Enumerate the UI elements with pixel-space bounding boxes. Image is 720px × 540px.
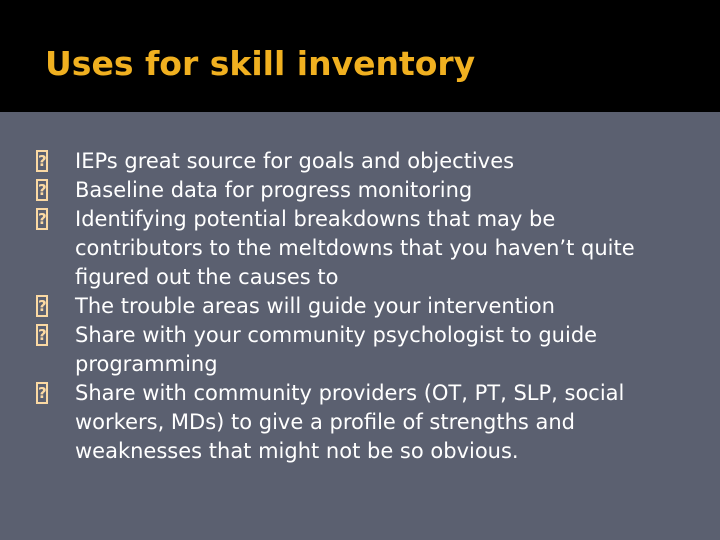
- missing-glyph-box-icon: ?: [38, 297, 47, 315]
- bullet-item: [0, 205, 675, 292]
- bullet-text: Baseline data for progress monitoring: [75, 178, 473, 202]
- bullet-list: [0, 147, 675, 466]
- bullet-item: [0, 379, 675, 466]
- bullet-item: [0, 147, 675, 176]
- missing-glyph-box-icon: ?: [38, 326, 47, 344]
- slide-title: Uses for skill inventory: [45, 44, 476, 83]
- bullet-text: Identifying potential breakdowns that may be contributors to the meltdowns that you haven’t quite figured out the causes to: [75, 207, 635, 289]
- missing-glyph-box-icon: ?: [38, 384, 47, 402]
- bullet-text: Share with your community psychologist to guide programming: [75, 323, 598, 376]
- bullet-text: IEPs great source for goals and objectives: [75, 149, 515, 173]
- missing-glyph-box-icon: ?: [38, 181, 47, 199]
- bullet-text: Share with community providers (OT, PT, SLP, social workers, MDs) to give a profile of strengths and weaknesses that might not be so obvious.: [75, 381, 625, 463]
- missing-glyph-box-icon: ?: [38, 152, 47, 170]
- missing-glyph-box-icon: ?: [38, 210, 47, 228]
- bullet-item: [0, 321, 675, 379]
- content-panel: [0, 112, 720, 540]
- bullet-text: The trouble areas will guide your intervention: [75, 294, 555, 318]
- bullet-item: [0, 292, 675, 321]
- bullet-item: [0, 176, 675, 205]
- title-band: [0, 0, 720, 112]
